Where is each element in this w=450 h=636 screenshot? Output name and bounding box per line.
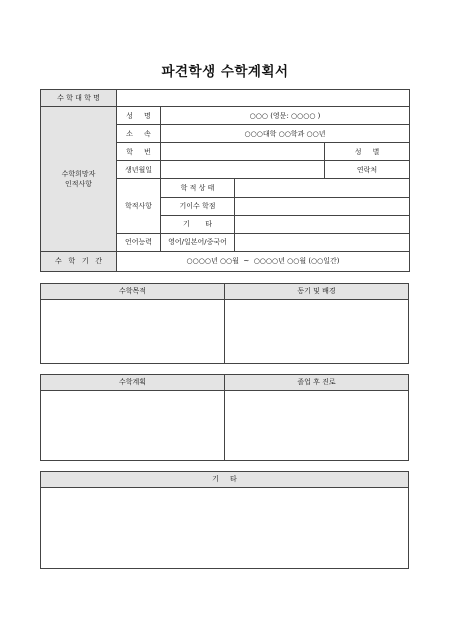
purpose-header: 수학목적 [118,287,147,295]
applicant-info-table [40,89,410,272]
name-value[interactable]: ○○○ (영문: ○○○○ ) [161,107,410,125]
status-label: 학 적 상 태 [161,179,235,197]
purpose-field[interactable] [41,300,224,363]
page-title: 파견학생 수학계획서 [161,64,289,80]
career-header: 졸업 후 진로 [224,375,408,390]
affiliation-value[interactable]: ○○○대학 ○○학과 ○○년 [161,125,410,143]
motivation-field[interactable] [224,300,408,363]
contact-label: 연락처 [325,161,410,179]
career-field[interactable] [224,391,408,460]
gender-label: 성 별 [325,143,410,161]
student-id-label: 학 번 [117,143,161,161]
language-extra-field[interactable] [235,233,410,251]
birth-label: 생년월일 [117,161,161,179]
birth-field[interactable] [161,161,325,179]
applicant-label: 수학희망자 [61,169,96,178]
other-field[interactable] [41,488,408,568]
university-value-field[interactable] [117,90,410,107]
academic-label: 학적사항 [117,179,161,233]
period-label: 수 학 기 간 [41,251,117,271]
credits-label: 기이수 학점 [161,197,235,215]
applicant-info-label [41,107,117,252]
plan-field[interactable] [41,391,224,460]
period-value[interactable]: ○○○○년 ○○월 ~ ○○○○년 ○○월 (○○일간) [117,251,410,271]
language-value[interactable]: 영어/일본어/중국어 [161,233,235,251]
university-label: 수 학 대 학 명 [41,90,117,107]
affiliation-label: 소 속 [117,125,161,143]
applicant-label-2: 인적사항 [64,179,93,188]
other-section [40,471,409,569]
plan-header: 수학계획 [118,378,147,386]
plan-section [40,374,409,461]
other-header: 기 타 [212,475,237,483]
credits-field[interactable] [235,197,410,215]
name-label: 성 명 [117,107,161,125]
academic-other-label: 기 타 [161,215,235,233]
academic-other-field[interactable] [235,215,410,233]
motivation-header: 동기 및 배경 [224,284,408,299]
purpose-section [40,283,409,364]
status-field[interactable] [235,179,410,197]
language-label: 언어능력 [117,233,161,251]
student-id-field[interactable] [161,143,325,161]
